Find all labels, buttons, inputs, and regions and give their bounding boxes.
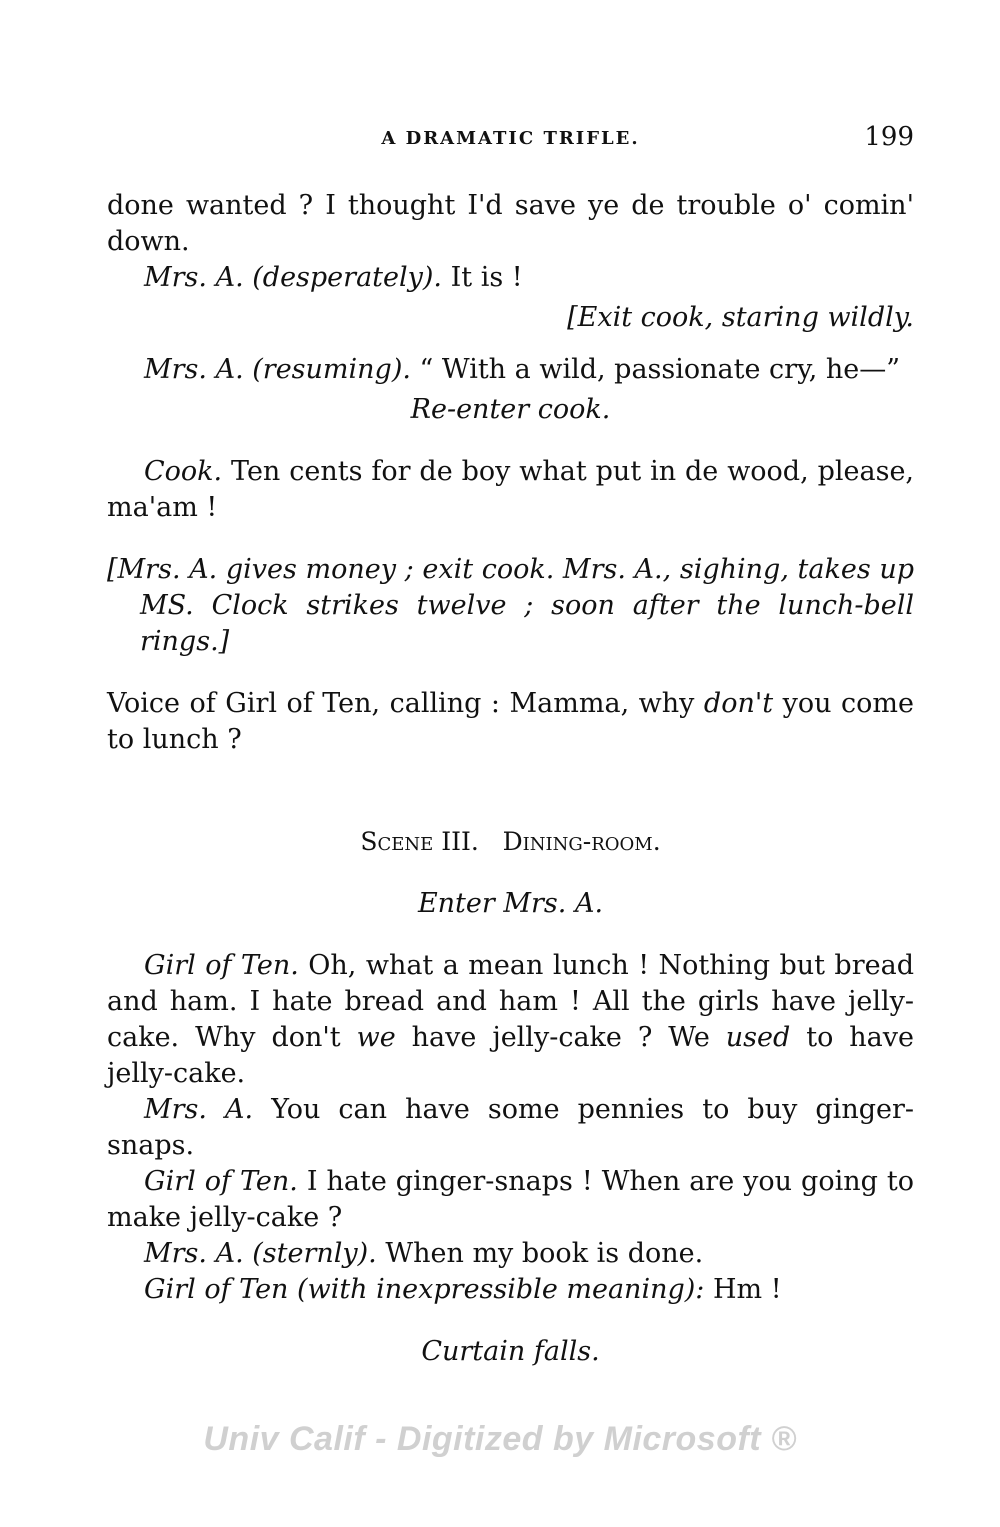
dialogue-line [107, 1272, 914, 1308]
dialogue-line [107, 352, 914, 388]
stage-direction-enter: Enter Mrs. A. [417, 888, 604, 919]
dialogue-text: Ten cents for de boy what put in de wood, please, ma'am ! [107, 456, 914, 523]
dialogue-text: “ With a wild, passionate cry, he—” [410, 354, 901, 385]
emphasis: don't [703, 688, 774, 719]
speaker: Girl of Ten. [144, 950, 299, 981]
page-body [107, 188, 914, 1370]
text-span: Voice of Girl of Ten, calling : Mamma, why [107, 688, 704, 719]
dialogue-text: have jelly-cake ? We [395, 1022, 726, 1053]
stage-direction: (sternly). [252, 1238, 377, 1269]
dialogue-text: I hate ginger-snaps ! When are you going to make jelly-cake ? [107, 1166, 914, 1233]
speaker: Cook. [144, 456, 223, 487]
text-line [107, 686, 914, 758]
dialogue-line [107, 1092, 914, 1164]
stage-direction: (with inexpressible meaning): [297, 1274, 705, 1305]
dialogue-text: Hm ! [704, 1274, 782, 1305]
emphasis: used [725, 1022, 791, 1053]
stage-direction: (desperately). [252, 262, 443, 293]
emphasis: we [356, 1022, 396, 1053]
speaker: Mrs. A. [144, 1094, 254, 1125]
page-number: 199 [864, 122, 914, 152]
dialogue-line [107, 454, 914, 526]
digitization-watermark: Univ Calif - Digitized by Microsoft ® [203, 1420, 797, 1458]
speaker: Mrs. A. [144, 354, 244, 385]
stage-direction: (resuming). [252, 354, 411, 385]
dialogue-text: You can have some pennies to buy ginger-snaps. [107, 1094, 915, 1161]
stage-direction-reenter: Re-enter cook. [410, 394, 611, 425]
stage-direction-curtain: Curtain falls. [421, 1336, 600, 1367]
dialogue-line [107, 1236, 914, 1272]
dialogue-text: It is ! [442, 262, 523, 293]
dialogue-line [107, 260, 914, 296]
scene-place: Dining-room. [502, 827, 661, 856]
scene-label: Scene III. [360, 827, 479, 856]
speaker: Mrs. A. [144, 262, 244, 293]
speaker: Mrs. A. [144, 1238, 244, 1269]
stage-direction-exit: [Exit cook, staring wildly. [567, 302, 914, 333]
dialogue-text: When my book is done. [376, 1238, 704, 1269]
dialogue-text: to have jelly-cake. [107, 1022, 914, 1089]
stage-direction-block: [Mrs. A. gives money ; exit cook. Mrs. A., sighing, takes up MS. Clock strikes twelve ; soon after the lunch-bell rings.] [107, 554, 914, 657]
dialogue-line [107, 948, 914, 1092]
speaker: Girl of Ten. [144, 1166, 298, 1197]
page-header [107, 118, 914, 158]
text-span: you come to lunch ? [107, 688, 914, 755]
running-title: A DRAMATIC TRIFLE. [381, 128, 640, 149]
dialogue-text: Oh, what a mean lunch ! Nothing but bread and ham. I hate bread and ham ! All the girls have jelly-cake. Why don't [107, 950, 914, 1053]
speaker: Girl of Ten [144, 1274, 289, 1305]
dialogue-line [107, 1164, 914, 1236]
scene-heading [107, 824, 914, 860]
text-line: done wanted ? I thought I'd save ye de trouble o' comin' down. [107, 190, 914, 257]
